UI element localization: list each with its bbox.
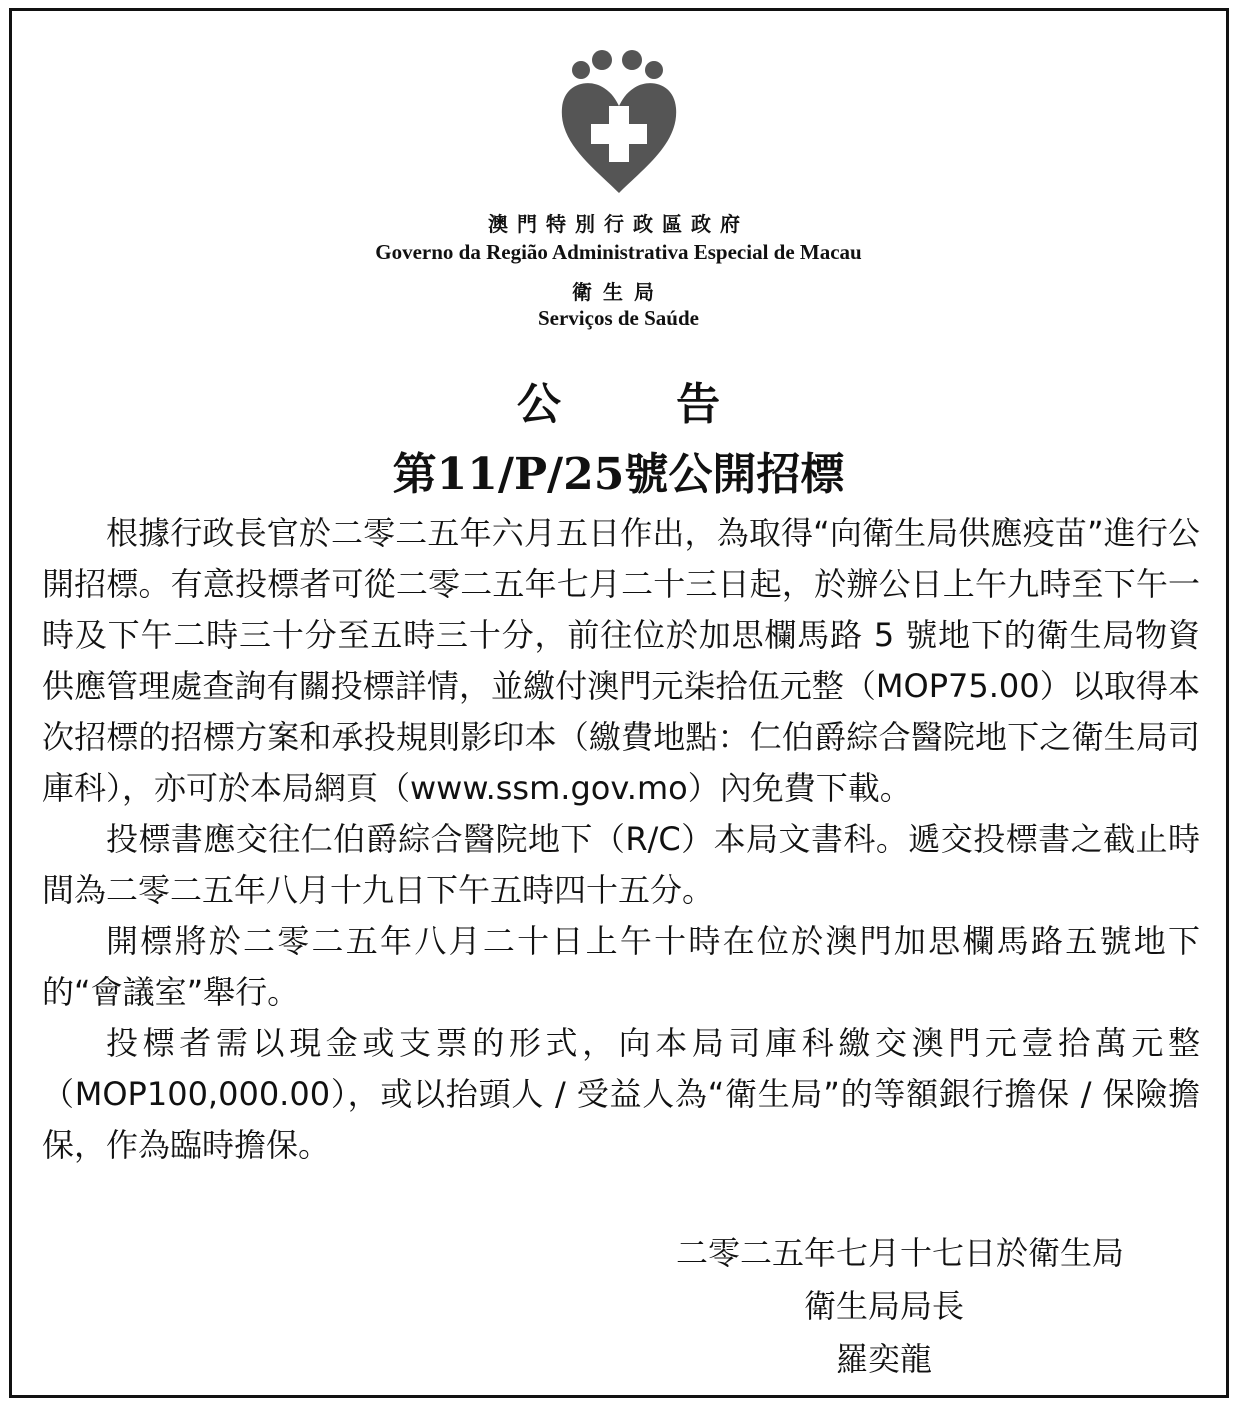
signature-title: 衛生局局長: [803, 1287, 964, 1325]
paragraph-guarantee: 投標者需以現金或支票的形式，向本局司庫科繳交澳門元壹拾萬元整（MOP100,000.00），或以抬頭人 / 受益人為“衛生局”的等額銀行擔保 / 保險擔保，作為臨時擔保。: [42, 1024, 1200, 1164]
paragraph-acquisition: 根據行政長官於二零二五年六月五日作出，為取得“向衛生局供應疫苗”進行公開招標。有意投標者可從二零二五年七月二十三日起，於辦公日上午九時至下午一時及下午二時三十分至五時三十分，前往位於加思欄馬路 5 號地下的衛生局物資供應管理處查詢有關投標詳情，並繳付澳門元柒拾伍元整（MOP75.00）以取得本次招標的招標方案和承投規則影印本（繳費地點：仁伯爵綜合醫院地下之衛生局司庫科），亦可於本局網頁（www.ssm.gov.mo）內免費下載。: [42, 514, 1200, 807]
logo: [0, 48, 1237, 202]
paragraph-opening: 開標將於二零二五年八月二十日上午十時在位於澳門加思欄馬路五號地下的“會議室”舉行。: [42, 922, 1200, 1011]
signature-name: 羅奕龍: [835, 1340, 932, 1378]
government-name-pt: Governo da Região Administrativa Especial de Macau: [375, 240, 862, 264]
notice-title: 公 告: [516, 379, 771, 430]
tender-number: 第11/P/25號公開招標: [392, 449, 845, 500]
department-name-zh: 衛生局: [572, 280, 665, 304]
signature-date-place: 二零二五年七月十七日於衛生局: [675, 1234, 1124, 1272]
notice-body: [42, 508, 1200, 1171]
department-name-pt: Serviços de Saúde: [537, 306, 699, 330]
heart-cross-family-icon: [554, 48, 684, 198]
paragraph-submission: 投標書應交往仁伯爵綜合醫院地下（R/C）本局文書科。遞交投標書之截止時間為二零二五年八月十九日下午五時四十五分。: [42, 820, 1200, 909]
government-name-zh: 澳門特別行政區政府: [488, 212, 749, 236]
